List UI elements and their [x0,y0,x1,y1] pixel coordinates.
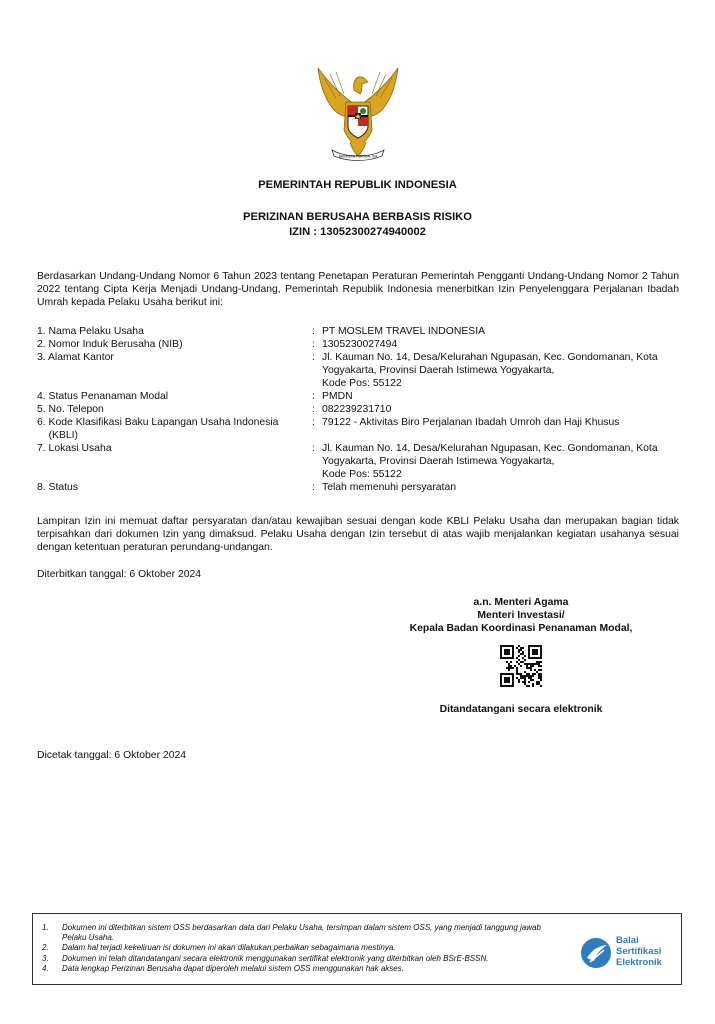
field-value: 082239231710 [322,404,392,415]
footer-note-text: Data lengkap Perizinan Berusaha dapat diperoleh melalui sistem OSS menggunakan hak akses. [62,963,404,973]
signed-electronic-note: Ditandatangani secara elektronik [439,704,603,715]
footer-note-text: Dokumen ini telah ditandatangani secara elektronik menggunakan sertifikat elektronik yang diterbitkan oleh BSrE-BSSN. [62,953,489,963]
field-colon: : [312,443,315,454]
footer-note [42,923,562,943]
printed-date: Dicetak tanggal: 6 Oktober 2024 [37,750,187,761]
qr-code-icon [500,645,542,687]
government-title: PEMERINTAH REPUBLIK INDONESIA [258,179,457,191]
field-row [37,481,679,494]
signature-line-3: Kepala Badan Koordinasi Penanaman Modal, [409,623,633,634]
field-value: Telah memenuhi persyaratan [322,482,456,493]
field-value: PT MOSLEM TRAVEL INDONESIA [322,326,486,337]
field-colon: : [312,482,315,493]
field-colon: : [312,326,315,337]
permit-fields [37,325,679,494]
field-colon: : [312,352,315,363]
field-label: 7. Lokasi Usaha [37,443,112,454]
field-label: 1. Nama Pelaku Usaha [37,326,144,337]
field-colon: : [312,417,315,428]
footer-note [42,954,562,964]
footer-note-number: 2. [42,943,49,953]
field-label: 8. Status [37,482,79,493]
field-value: PMDN [322,391,353,402]
field-value: 1305230027494 [322,339,398,350]
field-row [37,338,679,351]
field-label: 3. Alamat Kantor [37,352,114,363]
field-row [37,351,679,390]
footer-note-number: 4. [42,963,49,973]
issued-date: Diterbitkan tanggal: 6 Oktober 2024 [37,569,202,580]
field-colon: : [312,339,315,350]
svg-text:BHINNEKA TUNGGAL IKA: BHINNEKA TUNGGAL IKA [338,154,378,159]
field-row [37,416,679,442]
field-value: 79122 - Aktivitas Biro Perjalanan Ibadah Umroh dan Haji Khusus [322,417,620,428]
field-label: 4. Status Penanaman Modal [37,391,169,402]
permit-number: IZIN : 13052300274940002 [289,226,426,238]
field-label: 6. Kode Klasifikasi Baku Lapangan Usaha Indonesia (KBLI) [37,417,279,441]
field-value: Jl. Kauman No. 14, Desa/Kelurahan Ngupasan, Kec. Gondomanan, Kota Yogyakarta, Provinsi Daerah Istimewa Yogyakarta, Kode Pos: 55122 [322,443,658,480]
field-label: 2. Nomor Induk Berusaha (NIB) [37,339,183,350]
field-colon: : [312,404,315,415]
garuda-emblem-icon [310,64,406,164]
bsre-logo-text: Balai Sertifikasi Elektronik [616,935,662,968]
field-row [37,390,679,403]
footer-note-text: Dalam hal terjadi kekeliruan isi dokumen ini akan dilakukan perbaikan sebagaimana mestinya. [62,943,396,953]
footer-note-text: Dokumen ini diterbitkan sistem OSS berdasarkan data dari Pelaku Usaha, tersimpan dalam sistem OSS, yang menjadi tanggung jawab Pelaku Usaha. [62,923,541,943]
intro-paragraph: Berdasarkan Undang-Undang Nomor 6 Tahun 2023 tentang Penetapan Peraturan Pemerintah Pengganti Undang-Undang Nomor 2 Tahun 2022 tentang Cipta Kerja Menjadi Undang-Undang, Pemerintah Republik Indonesia menerbitkan Izin Penyelenggara Perjalanan Ibadah Umrah kepada Pelaku Usaha berikut ini: [37,271,679,308]
closing-paragraph: Lampiran Izin ini memuat daftar persyaratan dan/atau kewajiban sesuai dengan kode KBLI Pelaku Usaha dan merupakan bagian tidak terpisahkan dari dokumen Izin yang dimaksud. Pelaku Usaha dengan Izin tersebut di atas wajib menjalankan kegiatan usahanya sesuai dengan ketentuan peraturan perundang-undangan. [37,516,679,553]
field-value: Jl. Kauman No. 14, Desa/Kelurahan Ngupasan, Kec. Gondomanan, Kota Yogyakarta, Provinsi Daerah Istimewa Yogyakarta, Kode Pos: 55122 [322,352,658,389]
field-row [37,442,679,481]
field-row [37,403,679,416]
permit-title: PERIZINAN BERUSAHA BERBASIS RISIKO [243,211,472,223]
footer-note [42,964,562,974]
footer-notes [42,923,562,974]
signature-line-1: a.n. Menteri Agama [473,597,569,608]
field-row [37,325,679,338]
field-colon: : [312,391,315,402]
footer-note-number: 1. [42,923,49,932]
signature-block [390,596,652,635]
footer-note [42,943,562,953]
signature-line-2: Menteri Investasi/ [477,610,565,621]
field-label: 5. No. Telepon [37,404,104,415]
footer-note-number: 3. [42,953,49,963]
